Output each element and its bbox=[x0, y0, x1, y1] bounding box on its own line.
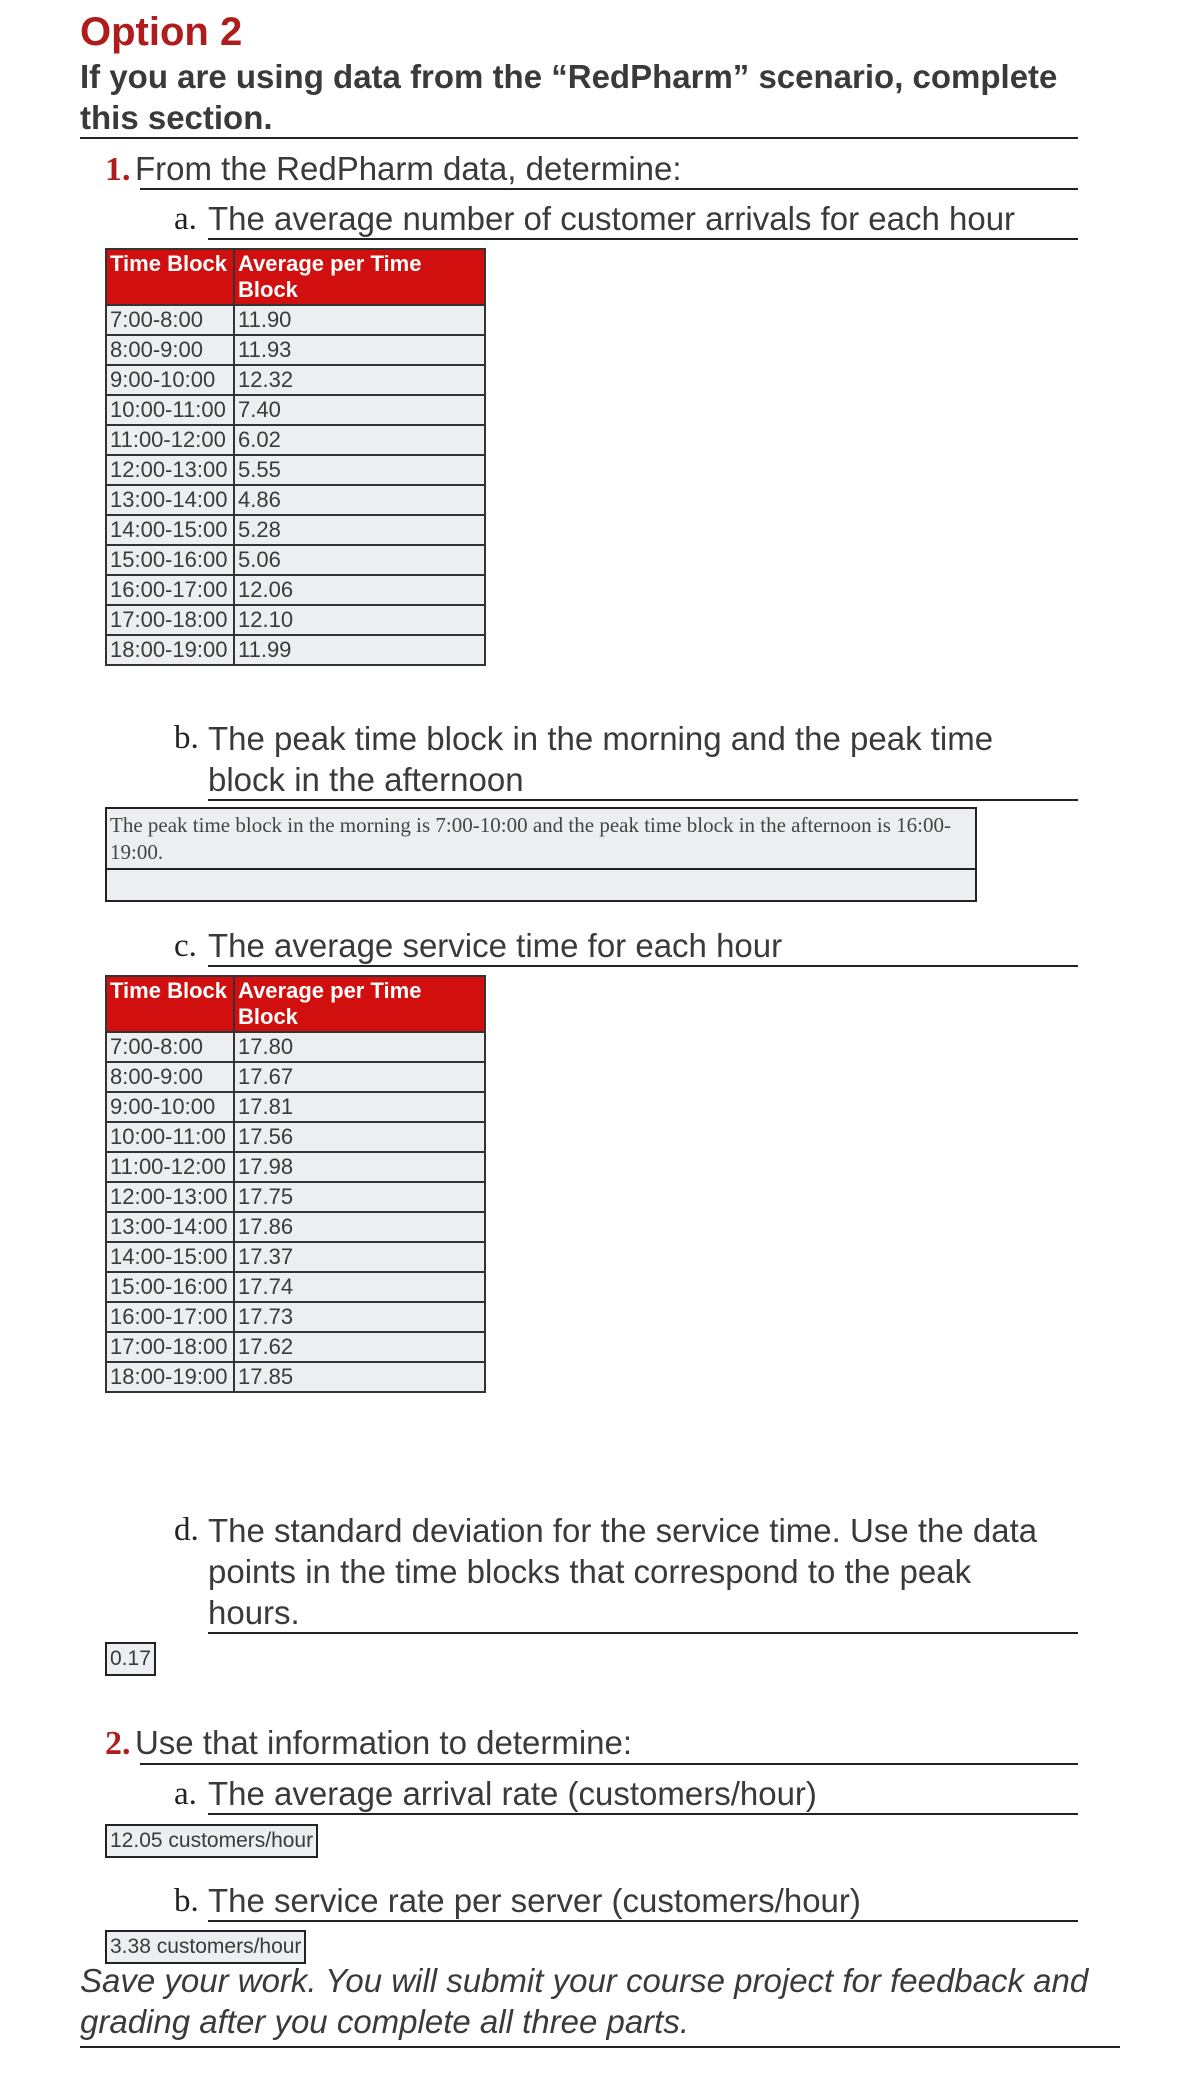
column-header: Average per Time Block bbox=[234, 249, 485, 305]
time-block-cell: 17:00-18:00 bbox=[106, 605, 234, 635]
table-row bbox=[106, 575, 485, 605]
table-header-row bbox=[106, 249, 485, 305]
average-cell: 17.98 bbox=[234, 1152, 485, 1182]
service-time-table bbox=[105, 975, 486, 1393]
average-cell: 17.80 bbox=[234, 1032, 485, 1062]
average-cell: 17.37 bbox=[234, 1242, 485, 1272]
table-row bbox=[106, 1332, 485, 1362]
average-cell: 17.73 bbox=[234, 1302, 485, 1332]
subquestion-letter: b. bbox=[174, 1883, 199, 1919]
divider bbox=[208, 1920, 1078, 1922]
table-row bbox=[106, 1122, 485, 1152]
divider bbox=[80, 2046, 1120, 2048]
average-cell: 11.90 bbox=[234, 305, 485, 335]
table-row bbox=[106, 1182, 485, 1212]
divider bbox=[140, 1763, 1078, 1765]
time-block-cell: 16:00-17:00 bbox=[106, 1302, 234, 1332]
divider bbox=[208, 238, 1078, 240]
average-cell: 4.86 bbox=[234, 485, 485, 515]
time-block-cell: 8:00-9:00 bbox=[106, 1062, 234, 1092]
average-cell: 5.28 bbox=[234, 515, 485, 545]
average-cell: 11.93 bbox=[234, 335, 485, 365]
answer-text: The peak time block in the morning is 7:00-10:00 and the peak time block in the afternoon is 16:00-19:00. bbox=[107, 809, 975, 870]
divider bbox=[208, 1632, 1078, 1634]
average-cell: 12.06 bbox=[234, 575, 485, 605]
average-cell: 12.32 bbox=[234, 365, 485, 395]
time-block-cell: 15:00-16:00 bbox=[106, 545, 234, 575]
time-block-cell: 14:00-15:00 bbox=[106, 1242, 234, 1272]
question-number: 2. bbox=[105, 1725, 131, 1762]
arrivals-table bbox=[105, 248, 486, 666]
time-block-cell: 10:00-11:00 bbox=[106, 395, 234, 425]
average-cell: 17.67 bbox=[234, 1062, 485, 1092]
table-row bbox=[106, 1362, 485, 1392]
divider bbox=[208, 965, 1078, 967]
average-cell: 7.40 bbox=[234, 395, 485, 425]
table-row bbox=[106, 1212, 485, 1242]
divider bbox=[80, 137, 1078, 139]
table-row bbox=[106, 1242, 485, 1272]
subquestion-2b-text: The service rate per server (customers/hour) bbox=[208, 1882, 861, 1919]
divider bbox=[208, 799, 1078, 801]
table-row bbox=[106, 395, 485, 425]
average-cell: 5.06 bbox=[234, 545, 485, 575]
time-block-cell: 12:00-13:00 bbox=[106, 1182, 234, 1212]
section-subtitle: If you are using data from the “RedPharm” scenario, complete this section. bbox=[80, 58, 1058, 136]
time-block-cell: 17:00-18:00 bbox=[106, 1332, 234, 1362]
time-block-cell: 7:00-8:00 bbox=[106, 1032, 234, 1062]
subquestion-b-text: The peak time block in the morning and the peak time block in the afternoon bbox=[208, 720, 994, 798]
subquestion-2a-text: The average arrival rate (customers/hour) bbox=[208, 1775, 817, 1812]
footer-note: Save your work. You will submit your course project for feedback and grading after you complete all three parts. bbox=[80, 1962, 1089, 2040]
column-header: Time Block bbox=[106, 249, 234, 305]
subquestion-letter: c. bbox=[174, 928, 197, 964]
time-block-cell: 9:00-10:00 bbox=[106, 1092, 234, 1122]
column-header: Time Block bbox=[106, 976, 234, 1032]
table-row bbox=[106, 545, 485, 575]
table-row bbox=[106, 455, 485, 485]
table-row bbox=[106, 635, 485, 665]
time-block-cell: 14:00-15:00 bbox=[106, 515, 234, 545]
time-block-cell: 18:00-19:00 bbox=[106, 1362, 234, 1392]
average-cell: 17.85 bbox=[234, 1362, 485, 1392]
average-cell: 17.74 bbox=[234, 1272, 485, 1302]
table-row bbox=[106, 1302, 485, 1332]
table-row bbox=[106, 605, 485, 635]
time-block-cell: 13:00-14:00 bbox=[106, 485, 234, 515]
table-row bbox=[106, 425, 485, 455]
average-cell: 6.02 bbox=[234, 425, 485, 455]
subquestion-letter: b. bbox=[174, 720, 199, 756]
time-block-cell: 12:00-13:00 bbox=[106, 455, 234, 485]
table-row bbox=[106, 1152, 485, 1182]
table-header-row bbox=[106, 976, 485, 1032]
time-block-cell: 13:00-14:00 bbox=[106, 1212, 234, 1242]
table-row bbox=[106, 1032, 485, 1062]
time-block-cell: 7:00-8:00 bbox=[106, 305, 234, 335]
table-row bbox=[106, 335, 485, 365]
time-block-cell: 10:00-11:00 bbox=[106, 1122, 234, 1152]
time-block-cell: 9:00-10:00 bbox=[106, 365, 234, 395]
divider bbox=[140, 188, 1078, 190]
subquestion-d-text: The standard deviation for the service time. Use the data points in the time blocks that correspond to the peak hours. bbox=[208, 1512, 1038, 1631]
average-cell: 17.81 bbox=[234, 1092, 485, 1122]
page-title: Option 2 bbox=[80, 10, 243, 54]
table-row bbox=[106, 1272, 485, 1302]
arrival-rate-answer[interactable]: 12.05 customers/hour bbox=[105, 1824, 318, 1858]
average-cell: 12.10 bbox=[234, 605, 485, 635]
average-cell: 17.56 bbox=[234, 1122, 485, 1152]
table-row bbox=[106, 515, 485, 545]
std-dev-answer[interactable]: 0.17 bbox=[105, 1642, 156, 1676]
subquestion-c-text: The average service time for each hour bbox=[208, 927, 783, 964]
average-cell: 11.99 bbox=[234, 635, 485, 665]
service-rate-answer[interactable]: 3.38 customers/hour bbox=[105, 1930, 306, 1964]
subquestion-letter: a. bbox=[174, 1776, 197, 1812]
divider bbox=[208, 1813, 1078, 1815]
question-text: From the RedPharm data, determine: bbox=[134, 150, 682, 187]
table-row bbox=[106, 365, 485, 395]
time-block-cell: 8:00-9:00 bbox=[106, 335, 234, 365]
average-cell: 17.86 bbox=[234, 1212, 485, 1242]
table-row bbox=[106, 1092, 485, 1122]
average-cell: 17.75 bbox=[234, 1182, 485, 1212]
subquestion-a-text: The average number of customer arrivals for each hour bbox=[208, 200, 1016, 237]
subquestion-letter: a. bbox=[174, 201, 197, 237]
time-block-cell: 11:00-12:00 bbox=[106, 425, 234, 455]
time-block-cell: 16:00-17:00 bbox=[106, 575, 234, 605]
question-text: Use that information to determine: bbox=[134, 1724, 633, 1761]
average-cell: 5.55 bbox=[234, 455, 485, 485]
table-row bbox=[106, 1062, 485, 1092]
time-block-cell: 11:00-12:00 bbox=[106, 1152, 234, 1182]
column-header: Average per Time Block bbox=[234, 976, 485, 1032]
time-block-cell: 18:00-19:00 bbox=[106, 635, 234, 665]
table-row bbox=[106, 485, 485, 515]
subquestion-letter: d. bbox=[174, 1512, 199, 1548]
question-number: 1. bbox=[105, 151, 131, 188]
average-cell: 17.62 bbox=[234, 1332, 485, 1362]
table-row bbox=[106, 305, 485, 335]
time-block-cell: 15:00-16:00 bbox=[106, 1272, 234, 1302]
peak-time-answer[interactable] bbox=[105, 807, 977, 902]
